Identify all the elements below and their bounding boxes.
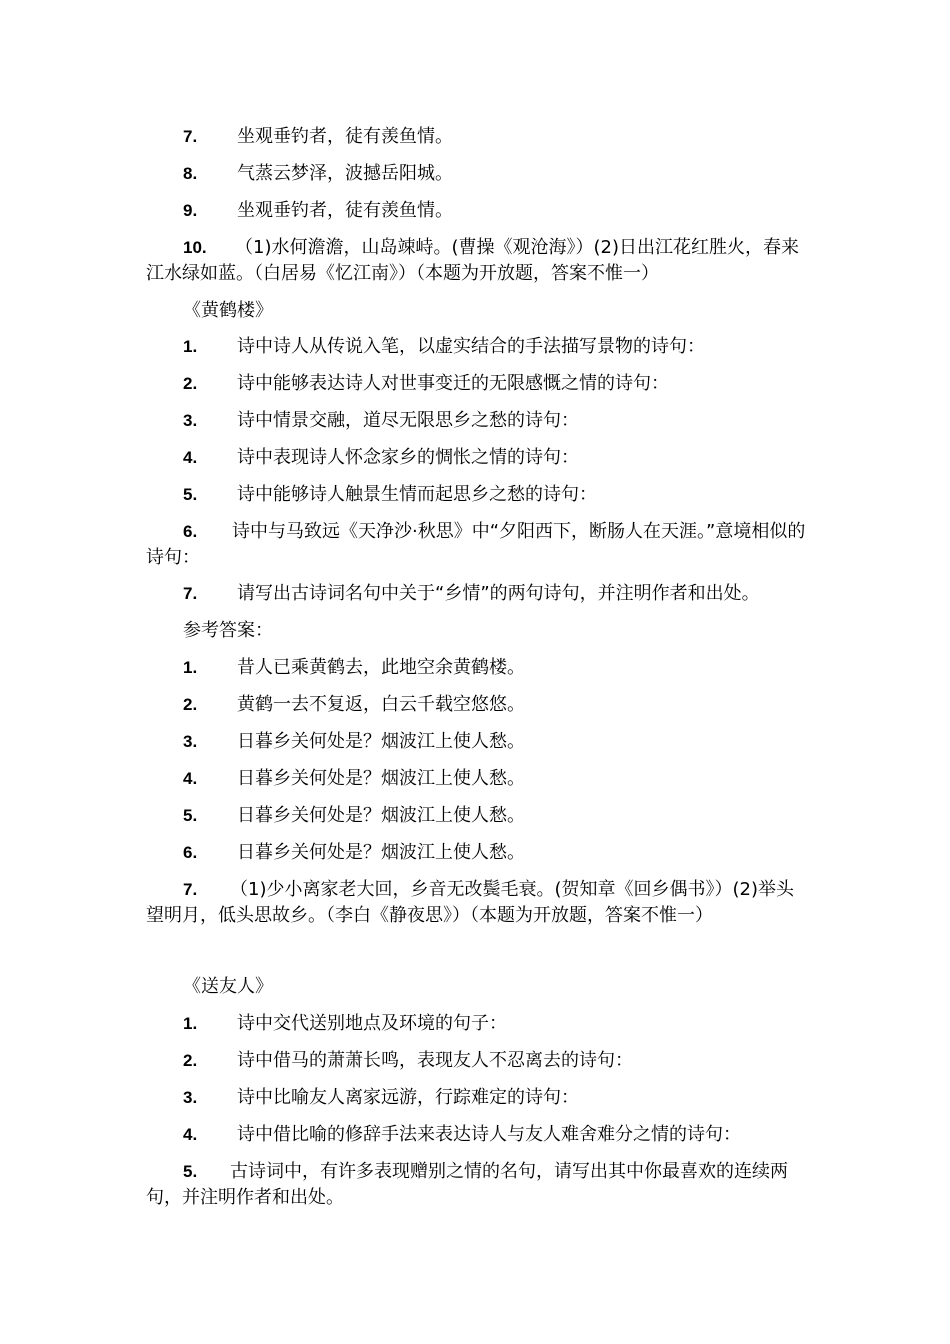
question-item — [183, 445, 579, 471]
item-text: 诗中与马致远《天净沙·秋思》中“夕阳西下，断肠人在天涯。”意境相似的诗句： — [146, 521, 806, 568]
item-text: 诗中表现诗人怀念家乡的惆怅之情的诗句： — [237, 447, 579, 468]
item-number: 8. — [183, 164, 198, 183]
section-title: 《送友人》 — [183, 976, 273, 997]
answer-item — [183, 729, 525, 755]
item-text: 日暮乡关何处是？烟波江上使人愁。 — [237, 842, 525, 863]
item-text: 日暮乡关何处是？烟波江上使人愁。 — [237, 768, 525, 789]
item-number: 2. — [183, 695, 198, 714]
item-text: 黄鹤一去不复返，白云千载空悠悠。 — [237, 694, 525, 715]
item-number: 3. — [183, 1088, 198, 1107]
answers-label: 参考答案： — [183, 620, 273, 641]
item-text: 诗中借比喻的修辞手法来表达诗人与友人难舍难分之情的诗句： — [237, 1124, 741, 1145]
item-number: 1. — [183, 658, 198, 677]
answer-item — [183, 161, 453, 187]
answer-item — [146, 877, 811, 929]
item-text: 诗中诗人从传说入笔，以虚实结合的手法描写景物的诗句： — [237, 336, 705, 357]
answer-item — [183, 840, 525, 866]
item-text: 诗中借马的萧萧长鸣，表现友人不忍离去的诗句： — [237, 1050, 633, 1071]
answer-item — [183, 655, 525, 681]
item-number: 2. — [183, 374, 198, 393]
item-number: 1. — [183, 1014, 198, 1033]
item-number: 5. — [183, 485, 198, 504]
item-number: 10. — [183, 238, 207, 257]
item-number: 4. — [183, 1125, 198, 1144]
item-text: 诗中能够诗人触景生情而起思乡之愁的诗句： — [237, 484, 597, 505]
item-text: 请写出古诗词名句中关于“乡情”的两句诗句，并注明作者和出处。 — [237, 583, 760, 604]
item-number: 7. — [183, 880, 198, 899]
item-number: 7. — [183, 584, 198, 603]
item-number: 2. — [183, 1051, 198, 1070]
question-item — [146, 519, 811, 571]
question-item — [183, 334, 705, 360]
answer-item — [183, 692, 525, 718]
item-number: 3. — [183, 732, 198, 751]
question-item — [183, 371, 669, 397]
answer-item — [183, 198, 453, 224]
answer-item — [183, 124, 453, 150]
item-number: 9. — [183, 201, 198, 220]
question-item — [183, 408, 579, 434]
item-text: （1)水何澹澹，山岛竦峙。(曹操《观沧海》）(2)日出江花红胜火，春来江水绿如蓝。（白居易《忆江南》）（本题为开放题，答案不惟一） — [146, 237, 799, 284]
question-item — [183, 581, 760, 607]
answer-item — [183, 803, 525, 829]
item-number: 4. — [183, 448, 198, 467]
question-item — [146, 1159, 811, 1211]
item-number: 1. — [183, 337, 198, 356]
item-text: 日暮乡关何处是？烟波江上使人愁。 — [237, 731, 525, 752]
question-item — [183, 1085, 579, 1111]
item-text: 诗中能够表达诗人对世事变迁的无限感慨之情的诗句： — [237, 373, 669, 394]
item-text: 坐观垂钓者，徒有羡鱼情。 — [237, 200, 453, 221]
item-number: 5. — [183, 806, 198, 825]
section-title: 《黄鹤楼》 — [183, 300, 273, 321]
item-number: 5. — [183, 1162, 198, 1181]
item-text: 日暮乡关何处是？烟波江上使人愁。 — [237, 805, 525, 826]
item-text: 气蒸云梦泽，波撼岳阳城。 — [237, 163, 453, 184]
question-item — [183, 1122, 741, 1148]
question-item — [183, 1048, 633, 1074]
answer-item — [183, 766, 525, 792]
item-number: 6. — [183, 522, 198, 541]
item-text: 古诗词中，有许多表现赠别之情的名句，请写出其中你最喜欢的连续两句，并注明作者和出处。 — [146, 1161, 788, 1208]
item-number: 4. — [183, 769, 198, 788]
item-number: 7. — [183, 127, 198, 146]
item-text: （1)少小离家老大回，乡音无改鬓毛衰。(贺知章《回乡偶书》）(2)举头望明月，低头思故乡。（李白《静夜思》）（本题为开放题，答案不惟一） — [146, 879, 794, 926]
item-text: 诗中比喻友人离家远游，行踪难定的诗句： — [237, 1087, 579, 1108]
item-number: 3. — [183, 411, 198, 430]
question-item — [183, 1011, 507, 1037]
item-number: 6. — [183, 843, 198, 862]
question-item — [183, 482, 597, 508]
item-text: 诗中交代送别地点及环境的句子： — [237, 1013, 507, 1034]
item-text: 坐观垂钓者，徒有羡鱼情。 — [237, 126, 453, 147]
answer-item — [146, 235, 811, 287]
item-text: 昔人已乘黄鹤去，此地空余黄鹤楼。 — [237, 657, 525, 678]
item-text: 诗中情景交融，道尽无限思乡之愁的诗句： — [237, 410, 579, 431]
